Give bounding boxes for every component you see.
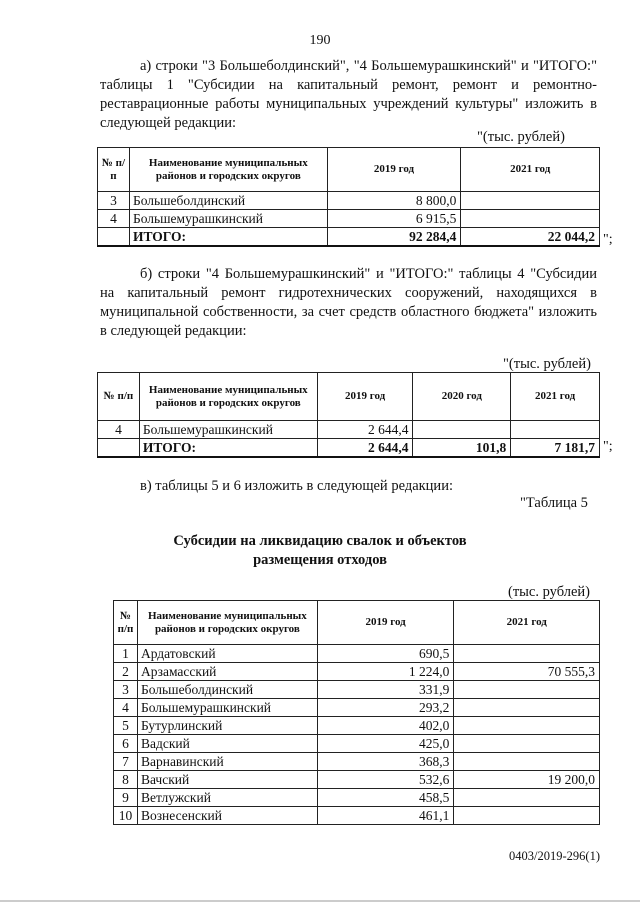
row-number: 4 — [98, 210, 130, 228]
table-row — [98, 210, 600, 228]
table-b-body — [98, 421, 600, 439]
header-name: Наименование муниципальных районов и городских округов — [139, 373, 317, 421]
table-row — [98, 421, 600, 439]
table-row — [114, 753, 600, 771]
row-value-y2019: 2 644,4 — [317, 421, 413, 439]
table-b-total-row — [98, 439, 600, 458]
row-number: 4 — [98, 421, 140, 439]
row-value-y2021 — [454, 717, 600, 735]
row-name: Большеболдинский — [137, 681, 317, 699]
row-number: 4 — [114, 699, 138, 717]
row-value-y2020 — [413, 421, 511, 439]
row-name: Вачский — [137, 771, 317, 789]
row-value-y2019: 331,9 — [317, 681, 454, 699]
row-value-y2021 — [511, 421, 600, 439]
header-2019: 2019 год — [317, 601, 454, 645]
row-value-y2019: 532,6 — [317, 771, 454, 789]
table-c — [113, 600, 600, 825]
table-row — [114, 645, 600, 663]
table-row — [114, 717, 600, 735]
table-row — [114, 681, 600, 699]
row-name: Ардатовский — [137, 645, 317, 663]
row-value-y2019: 461,1 — [317, 807, 454, 825]
row-number: 2 — [114, 663, 138, 681]
document-code: 0403/2019-296(1) — [509, 849, 600, 863]
total-number — [98, 228, 130, 247]
header-number: № п/п — [98, 373, 140, 421]
row-number: 5 — [114, 717, 138, 735]
section-c-paragraph: в) таблицы 5 и 6 изложить в следующей редакции: — [140, 478, 453, 494]
row-number: 9 — [114, 789, 138, 807]
row-name: Большемурашкинский — [137, 699, 317, 717]
row-value-y2019: 690,5 — [317, 645, 454, 663]
section-b-paragraph: б) строки "4 Большемурашкинский" и "ИТОГО:" таблицы 4 "Субсидии на капитальный ремонт гидротехнических сооружений, находящихся в муниципальной собственности, за счет средств областного бюджета" изложить в следующей редакции: — [100, 266, 597, 339]
header-2021: 2021 год — [454, 601, 600, 645]
header-name: Наименование муниципальных районов и городских округов — [137, 601, 317, 645]
table-c-body — [114, 645, 600, 825]
row-value-y2019: 8 800,0 — [327, 192, 461, 210]
row-name: Большеболдинский — [129, 192, 327, 210]
row-value-y2021: 19 200,0 — [454, 771, 600, 789]
header-2021: 2021 год — [511, 373, 600, 421]
total-label: ИТОГО: — [129, 228, 327, 247]
total-number — [98, 439, 140, 458]
table-b — [97, 372, 600, 458]
table-a — [97, 147, 600, 247]
row-name: Бутурлинский — [137, 717, 317, 735]
header-number: № п/п — [114, 601, 138, 645]
row-name: Большемурашкинский — [139, 421, 317, 439]
row-name: Вознесенский — [137, 807, 317, 825]
row-number: 8 — [114, 771, 138, 789]
row-number: 3 — [114, 681, 138, 699]
row-value-y2019: 1 224,0 — [317, 663, 454, 681]
table-a-body — [98, 192, 600, 228]
header-2021: 2021 год — [461, 148, 600, 192]
total-2019: 2 644,4 — [317, 439, 413, 458]
table-title-line2: размещения отходов — [253, 552, 387, 568]
row-value-y2021 — [454, 789, 600, 807]
row-value-y2019: 368,3 — [317, 753, 454, 771]
row-name: Большемурашкинский — [129, 210, 327, 228]
table-row — [114, 699, 600, 717]
row-value-y2019: 293,2 — [317, 699, 454, 717]
row-value-y2021: 70 555,3 — [454, 663, 600, 681]
section-a-unit: "(тыс. рублей) — [477, 129, 565, 145]
row-value-y2019: 425,0 — [317, 735, 454, 753]
row-value-y2021 — [454, 645, 600, 663]
section-b-unit: "(тыс. рублей) — [503, 356, 591, 372]
header-name: Наименование муниципальных районов и городских округов — [129, 148, 327, 192]
total-2021: 7 181,7 — [511, 439, 600, 458]
row-name: Вадский — [137, 735, 317, 753]
total-2019: 92 284,4 — [327, 228, 461, 247]
row-value-y2021 — [454, 681, 600, 699]
row-value-y2021 — [461, 192, 600, 210]
table-row — [114, 789, 600, 807]
row-value-y2019: 402,0 — [317, 717, 454, 735]
scan-edge — [0, 900, 640, 902]
table-title-line1: Субсидии на ликвидацию свалок и объектов — [173, 533, 467, 549]
section-a-text — [100, 57, 597, 133]
header-number: № п/п — [98, 148, 130, 192]
total-2020: 101,8 — [413, 439, 511, 458]
row-value-y2021 — [461, 210, 600, 228]
table-label: "Таблица 5 — [520, 495, 588, 511]
page-number: 190 — [309, 33, 331, 48]
total-label: ИТОГО: — [139, 439, 317, 458]
row-number: 3 — [98, 192, 130, 210]
table-row — [98, 192, 600, 210]
row-value-y2021 — [454, 735, 600, 753]
row-name: Варнавинский — [137, 753, 317, 771]
row-name: Ветлужский — [137, 789, 317, 807]
table-row — [114, 663, 600, 681]
table-row — [114, 807, 600, 825]
table-row — [114, 735, 600, 753]
section-b-text — [100, 265, 597, 341]
section-c-unit: (тыс. рублей) — [508, 584, 590, 600]
row-number: 6 — [114, 735, 138, 753]
header-2019: 2019 год — [317, 373, 413, 421]
section-b-close-quote: "; — [603, 439, 613, 454]
row-number: 7 — [114, 753, 138, 771]
total-2021: 22 044,2 — [461, 228, 600, 247]
row-value-y2019: 6 915,5 — [327, 210, 461, 228]
row-value-y2021 — [454, 753, 600, 771]
table-a-total-row — [98, 228, 600, 247]
row-name: Арзамасский — [137, 663, 317, 681]
row-number: 1 — [114, 645, 138, 663]
row-number: 10 — [114, 807, 138, 825]
header-2020: 2020 год — [413, 373, 511, 421]
row-value-y2019: 458,5 — [317, 789, 454, 807]
row-value-y2021 — [454, 807, 600, 825]
section-a-paragraph: а) строки "3 Большеболдинский", "4 Большемурашкинский" и "ИТОГО:" таблицы 1 "Субсидии на капитальный ремонт, ремонт и ремонтно-реставрационные работы муниципальных учреждений культуры" изложить в следующей редакции: — [100, 58, 597, 131]
row-value-y2021 — [454, 699, 600, 717]
section-a-close-quote: "; — [603, 232, 613, 247]
table-row — [114, 771, 600, 789]
header-2019: 2019 год — [327, 148, 461, 192]
